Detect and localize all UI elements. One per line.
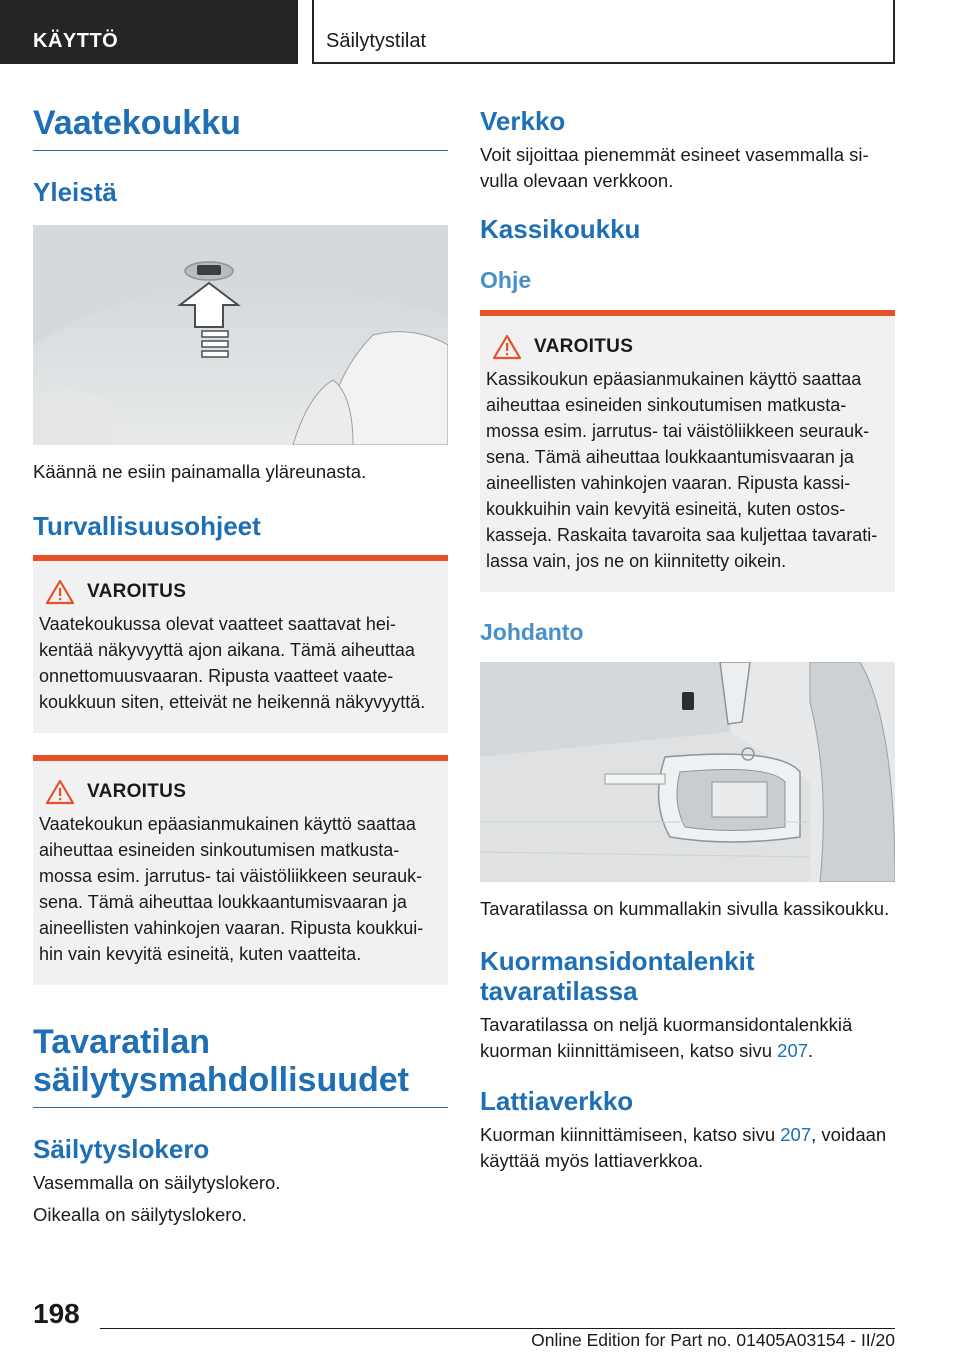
compartment-right-text: Oikealla on säilytyslokero. (33, 1204, 247, 1225)
page-link-207[interactable]: 207 (780, 1124, 812, 1145)
floor-net-text (480, 1122, 895, 1174)
warning-box-clothes-hook-misuse (33, 755, 448, 985)
warning-text: Vaatekoukun epäasianmukainen käyttö saattaa aiheuttaa esineiden sinkoutumisen matkustamossa esim. jarrutus- tai väistöliikkeen seurauksena. Tämä aiheuttaa loukkaantumisvaaran ja aineellisten vahinkojen vaaran. Ripusta koukkuihin vain kevyitä esineitä, kuten vaatteita. (39, 814, 424, 964)
warning-title: VAROITUS (87, 781, 187, 802)
footer-edition: Online Edition for Part no. 01405A03154 - II/20 (531, 1330, 895, 1350)
heading-bag-hook: Kassikoukku (480, 214, 641, 244)
warning-text: Vaatekoukussa olevat vaatteet saattavat heikentää näkyvyyttä ajon aikana. Tämä aiheuttaa onnettomuusvaaran. Ripusta vaatteet vaatekoukkuun siten, etteivät ne heikennä näkyvyyttä. (39, 614, 426, 712)
clothes-hook-image (33, 225, 448, 445)
clothes-hook-caption: Käännä ne esiin painamalla yläreunasta. (33, 461, 367, 482)
net-text: Voit sijoittaa pienemmät esineet vasemmalla sivulla olevaan verkkoon. (480, 144, 869, 191)
heading-net: Verkko (480, 106, 566, 136)
right-column (480, 96, 895, 1174)
heading-guide: Ohje (480, 267, 532, 293)
warning-title: VAROITUS (534, 336, 634, 357)
floor-net-text-end: , voidaan käyttää myös lattiaverkkoa. (480, 1124, 887, 1171)
heading-clothes-hook: Vaatekoukku (33, 104, 448, 151)
warning-box-bag-hook-misuse (480, 310, 895, 592)
header-subsection-tab: Säilytystilat (312, 0, 895, 64)
trunk-bag-hook-image (480, 662, 895, 882)
heading-storage-compartment: Säilytyslokero (33, 1134, 210, 1164)
warning-triangle-icon (45, 579, 75, 605)
compartment-left-text: Vasemmalla on säilytyslokero. (33, 1172, 281, 1193)
heading-introduction: Johdanto (480, 619, 584, 645)
warning-triangle-icon (45, 779, 75, 805)
warning-triangle-icon (492, 334, 522, 360)
tiedown-text-end: . (808, 1040, 814, 1061)
heading-safety: Turvallisuusohjeet (33, 511, 261, 541)
warning-text: Kassikoukun epäasianmukainen käyttö saattaa aiheuttaa esineiden sinkoutumisen matkustamossa esim. jarrutus- tai väistöliikkeen seurauksena. Tämä aiheuttaa loukkaantumisvaaran ja aineellisten vahinkojen vaaran. Ripusta kassikoukkuihin vain kevyitä esineitä, kuten ostoskasseja. Raskaita tavaroita saa kuljettaa tavaratilassa vain, jos ne on kiinnitetty oikein. (486, 369, 878, 571)
tiedown-text (480, 1012, 895, 1064)
page-number: 198 (33, 1298, 80, 1329)
warning-box-clothes-visibility (33, 555, 448, 733)
footer-divider (100, 1328, 895, 1329)
page-link-207[interactable]: 207 (777, 1040, 809, 1061)
tiedown-text-body: Tavaratilassa on neljä kuormansidontalenkkiä kuorman kiinnittämiseen, katso sivu (480, 1014, 853, 1061)
heading-floor-net: Lattiaverkko (480, 1086, 634, 1116)
heading-general: Yleistä (33, 177, 117, 207)
warning-title: VAROITUS (87, 581, 187, 602)
heading-tiedowns: Kuormansidontalenkit tavaratilassa (480, 946, 755, 1006)
header-section-tab: KÄYTTÖ (0, 0, 298, 64)
heading-trunk-storage: Tavaratilan säilytysmahdollisuudet (33, 1023, 448, 1108)
floor-net-text-body: Kuorman kiinnittämiseen, katso sivu (480, 1124, 781, 1145)
trunk-caption: Tavaratilassa on kummallakin sivulla kassikoukku. (480, 898, 890, 919)
left-column (33, 96, 448, 1228)
